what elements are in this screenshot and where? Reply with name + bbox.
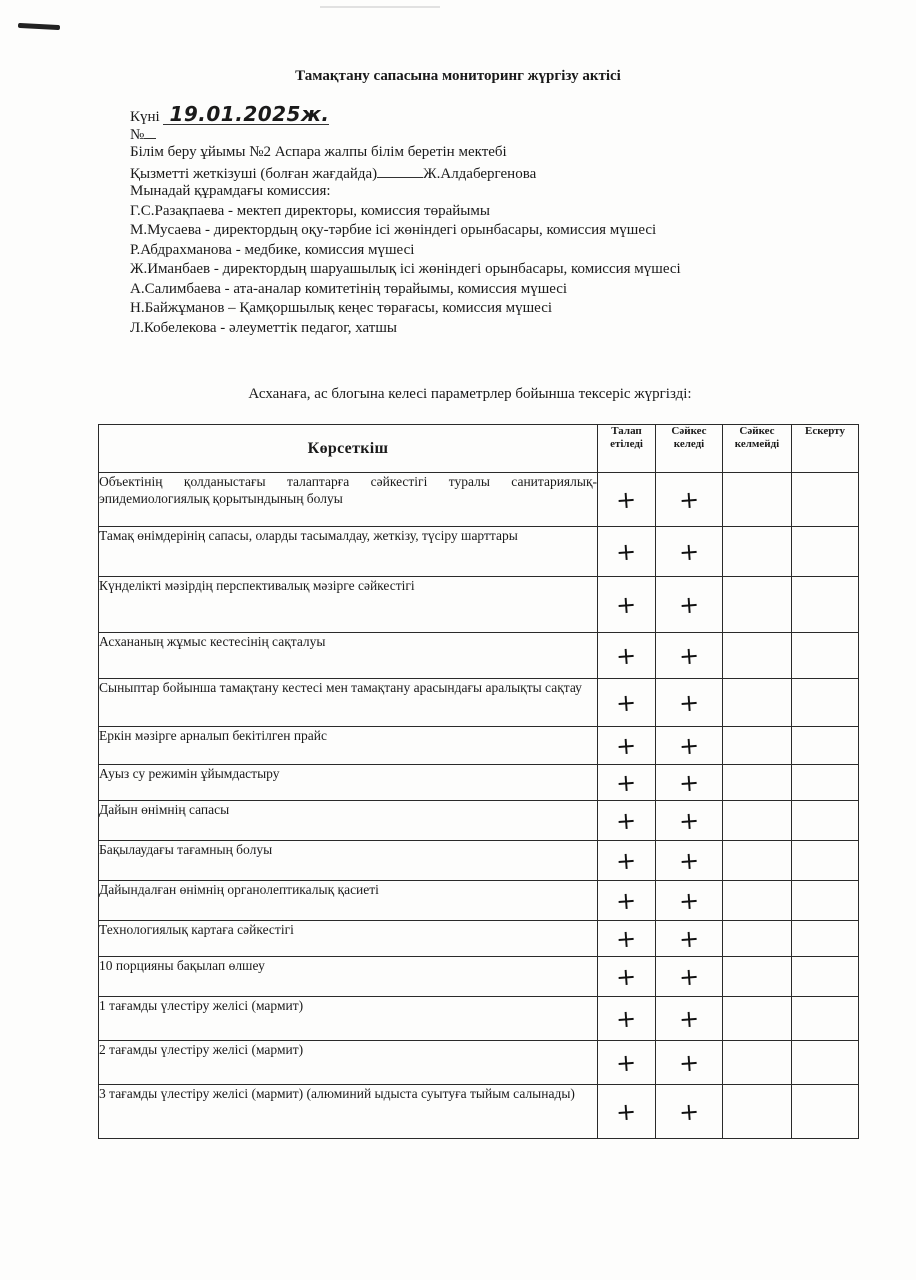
noncompliant-cell xyxy=(723,921,792,957)
note-cell xyxy=(792,1085,859,1139)
supplier-name: Ж.Алдабергенова xyxy=(423,165,537,182)
noncompliant-cell xyxy=(723,577,792,633)
required-cell xyxy=(598,997,656,1041)
required-mark: + xyxy=(615,536,638,567)
note-cell xyxy=(792,921,859,957)
header-required: Талап етіледі xyxy=(598,425,656,473)
compliant-cell xyxy=(656,679,723,727)
compliant-cell xyxy=(656,473,723,527)
note-cell xyxy=(792,633,859,679)
organization-line: Білім беру ұйымы №2 Аспара жалпы білім беретін мектебі xyxy=(130,144,507,160)
compliant-mark: + xyxy=(677,845,700,876)
compliant-cell xyxy=(656,957,723,997)
indicator-cell: Технологиялық картаға сәйкестігі xyxy=(99,921,598,957)
note-cell xyxy=(792,801,859,841)
required-mark: + xyxy=(615,845,638,876)
table-row xyxy=(99,727,859,765)
note-cell xyxy=(792,473,859,527)
noncompliant-cell xyxy=(723,473,792,527)
table-row xyxy=(99,957,859,997)
note-cell xyxy=(792,881,859,921)
inspection-table xyxy=(98,424,859,1139)
table-row xyxy=(99,1041,859,1085)
indicator-cell: Еркін мәзірге арналып бекітілген прайс xyxy=(99,727,598,765)
compliant-mark: + xyxy=(677,484,700,515)
indicator-cell: Дайын өнімнің сапасы xyxy=(99,801,598,841)
indicator-cell: Ауыз су режимін ұйымдастыру xyxy=(99,765,598,801)
number-line xyxy=(130,124,681,144)
commission-member: М.Мусаева - директордың оқу-тәрбие ісі жөніндегі орынбасары, комиссия мүшесі xyxy=(130,222,657,238)
note-cell xyxy=(792,997,859,1041)
header-compliant: Сәйкес келеді xyxy=(656,425,723,473)
required-mark: + xyxy=(615,730,638,761)
table-row xyxy=(99,679,859,727)
table-body xyxy=(99,473,859,1139)
table-row xyxy=(99,801,859,841)
required-mark: + xyxy=(615,640,638,671)
note-cell xyxy=(792,1041,859,1085)
table-row xyxy=(99,473,859,527)
indicator-cell: Бақылаудағы тағамның болуы xyxy=(99,841,598,881)
indicator-cell: 1 тағамды үлестіру желісі (мармит) xyxy=(99,997,598,1041)
indicator-cell: 10 порцияны бақылап өлшеу xyxy=(99,957,598,997)
commission-heading: Мынадай құрамдағы комиссия: xyxy=(130,183,331,199)
compliant-mark: + xyxy=(677,1047,700,1078)
compliant-cell xyxy=(656,577,723,633)
note-cell xyxy=(792,577,859,633)
note-cell xyxy=(792,841,859,881)
required-mark: + xyxy=(615,687,638,718)
required-mark: + xyxy=(615,923,638,954)
supplier-label: Қызметті жеткізуші (болған жағдайда) xyxy=(130,165,378,182)
indicator-cell: Объектінің қолданыстағы талаптарға сәйкестігі туралы санитариялық-эпидемиологиялық қорытындының болуы xyxy=(99,473,598,527)
compliant-cell xyxy=(656,801,723,841)
required-mark: + xyxy=(615,961,638,992)
required-mark: + xyxy=(615,1047,638,1078)
table-header-row xyxy=(99,425,859,473)
header-noncompliant: Сәйкес келмейді xyxy=(723,425,792,473)
noncompliant-cell xyxy=(723,801,792,841)
compliant-mark: + xyxy=(677,687,700,718)
corner-pen-mark xyxy=(18,23,60,30)
table-row xyxy=(99,633,859,679)
required-mark: + xyxy=(615,805,638,836)
noncompliant-cell xyxy=(723,1085,792,1139)
header-note: Ескерту xyxy=(792,425,859,473)
indicator-cell: 2 тағамды үлестіру желісі (мармит) xyxy=(99,1041,598,1085)
commission-member: Н.Байжұманов – Қамқоршылық кеңес төрағасы, комиссия мүшесі xyxy=(130,300,553,316)
compliant-mark: + xyxy=(677,536,700,567)
compliant-mark: + xyxy=(677,730,700,761)
indicator-cell: Сыныптар бойынша тамақтану кестесі мен тамақтану арасындағы аралықты сақтау xyxy=(99,679,598,727)
commission-member: Ж.Иманбаев - директордың шаруашылық ісі жөніндегі орынбасары, комиссия мүшесі xyxy=(130,261,681,277)
compliant-cell xyxy=(656,841,723,881)
compliant-cell xyxy=(656,921,723,957)
compliant-mark: + xyxy=(677,640,700,671)
table-row xyxy=(99,921,859,957)
number-blank xyxy=(144,124,156,139)
inspection-intro: Асханаға, ас блогына келесі параметрлер бойынша тексеріс жүргізді: xyxy=(248,386,692,402)
header-indicator: Көрсеткіш xyxy=(99,425,598,473)
required-cell xyxy=(598,1085,656,1139)
required-cell xyxy=(598,765,656,801)
date-line xyxy=(130,104,681,124)
noncompliant-cell xyxy=(723,881,792,921)
table-row xyxy=(99,527,859,577)
noncompliant-cell xyxy=(723,679,792,727)
note-cell xyxy=(792,679,859,727)
indicator-cell: Асхананың жұмыс кестесінің сақталуы xyxy=(99,633,598,679)
noncompliant-cell xyxy=(723,841,792,881)
compliant-mark: + xyxy=(677,961,700,992)
table-row xyxy=(99,577,859,633)
required-mark: + xyxy=(615,1003,638,1034)
required-mark: + xyxy=(615,484,638,515)
indicator-cell: Тамақ өнімдерінің сапасы, оларды тасымалдау, жеткізу, түсіру шарттары xyxy=(99,527,598,577)
noncompliant-cell xyxy=(723,633,792,679)
table-row xyxy=(99,997,859,1041)
compliant-cell xyxy=(656,1085,723,1139)
required-cell xyxy=(598,921,656,957)
noncompliant-cell xyxy=(723,727,792,765)
compliant-mark: + xyxy=(677,923,700,954)
table-row xyxy=(99,841,859,881)
table-row xyxy=(99,765,859,801)
noncompliant-cell xyxy=(723,765,792,801)
compliant-cell xyxy=(656,997,723,1041)
compliant-cell xyxy=(656,727,723,765)
note-cell xyxy=(792,765,859,801)
top-faint-line xyxy=(320,0,440,8)
required-mark: + xyxy=(615,767,638,798)
commission-secretary: Л.Кобелекова - әлеуметтік педагог, хатшы xyxy=(130,319,397,336)
table-row xyxy=(99,1085,859,1139)
required-cell xyxy=(598,633,656,679)
required-cell xyxy=(598,727,656,765)
table-row xyxy=(99,881,859,921)
note-cell xyxy=(792,527,859,577)
compliant-mark: + xyxy=(677,589,700,620)
compliant-cell xyxy=(656,881,723,921)
required-cell xyxy=(598,527,656,577)
noncompliant-cell xyxy=(723,527,792,577)
required-mark: + xyxy=(615,885,638,916)
note-cell xyxy=(792,957,859,997)
required-cell xyxy=(598,881,656,921)
indicator-cell: 3 тағамды үлестіру желісі (мармит) (алюминий ыдыста суытуға тыйым салынады) xyxy=(99,1085,598,1139)
number-label: № xyxy=(130,126,145,143)
required-cell xyxy=(598,577,656,633)
commission-member: Р.Абдрахманова - медбике, комиссия мүшесі xyxy=(130,241,415,258)
compliant-mark: + xyxy=(677,885,700,916)
required-cell xyxy=(598,957,656,997)
compliant-cell xyxy=(656,527,723,577)
compliant-cell xyxy=(656,765,723,801)
note-cell xyxy=(792,727,859,765)
required-cell xyxy=(598,801,656,841)
required-cell xyxy=(598,473,656,527)
noncompliant-cell xyxy=(723,997,792,1041)
noncompliant-cell xyxy=(723,1041,792,1085)
commission-member: А.Салимбаева - ата-аналар комитетінің төрайымы, комиссия мүшесі xyxy=(130,280,568,297)
required-cell xyxy=(598,841,656,881)
document-title: Тамақтану сапасына мониторинг жүргізу актісі xyxy=(295,68,621,84)
date-label: Күні xyxy=(130,109,160,125)
required-mark: + xyxy=(615,1096,638,1127)
noncompliant-cell xyxy=(723,957,792,997)
compliant-cell xyxy=(656,1041,723,1085)
compliant-mark: + xyxy=(677,1003,700,1034)
header-block xyxy=(130,104,681,338)
required-cell xyxy=(598,1041,656,1085)
commission-member: Г.С.Разақпаева - мектеп директоры, комиссия төрайымы xyxy=(130,202,490,219)
supplier-line xyxy=(130,163,681,183)
compliant-mark: + xyxy=(677,1096,700,1127)
compliant-mark: + xyxy=(677,805,700,836)
compliant-cell xyxy=(656,633,723,679)
supplier-blank xyxy=(377,163,423,178)
indicator-cell: Күнделікті мәзірдің перспективалық мәзірге сәйкестігі xyxy=(99,577,598,633)
date-value: 19.01.2025ж. xyxy=(163,104,329,125)
compliant-mark: + xyxy=(677,767,700,798)
indicator-cell: Дайындалған өнімнің органолептикалық қасиеті xyxy=(99,881,598,921)
required-mark: + xyxy=(615,589,638,620)
required-cell xyxy=(598,679,656,727)
